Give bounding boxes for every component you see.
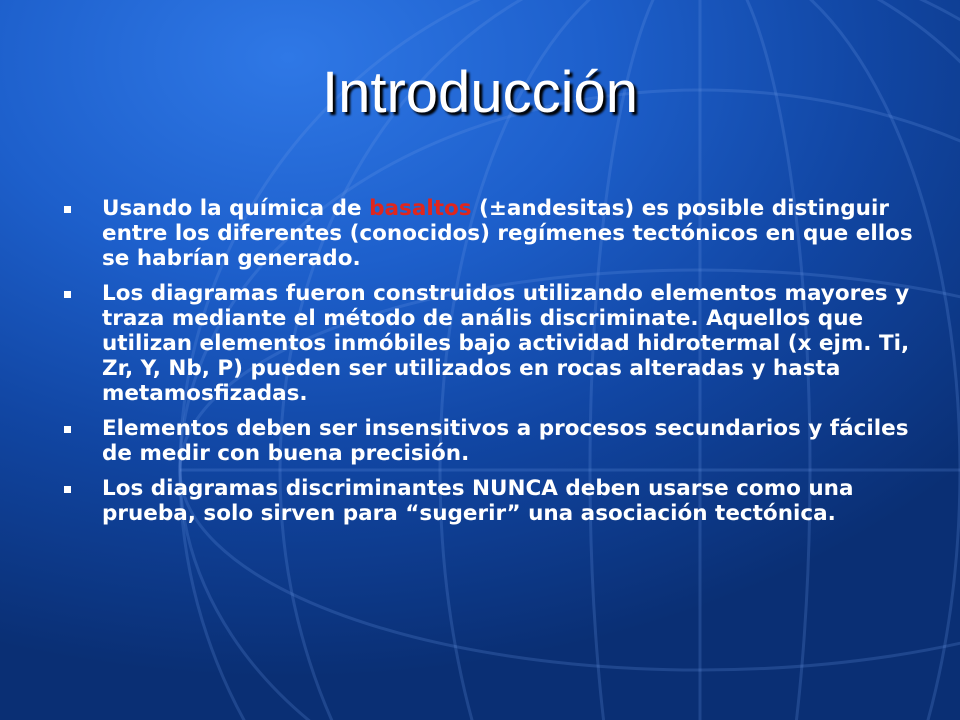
- highlighted-term: basaltos: [369, 196, 472, 221]
- bullet-text: Usando la química de: [102, 196, 370, 221]
- bullet-text: Los diagramas discriminantes NUNCA deben usarse como una prueba, solo sirven para “sugerir” una asociación tectónica.: [102, 476, 854, 526]
- bullet-item: [62, 476, 922, 526]
- bullet-item: [62, 196, 922, 271]
- bullet-list: [62, 196, 922, 536]
- bullet-text: Los diagramas fueron construidos utilizando elementos mayores y traza mediante el método de anális discriminate. Aquellos que utilizan elementos inmóbiles bajo actividad hidrotermal (x ejm. Ti, Zr, Y, Nb, P) pueden ser utilizados en rocas alteradas y hasta metamosfizadas.: [102, 281, 910, 406]
- bullet-item: [62, 416, 922, 466]
- square-bullet-icon: [64, 426, 71, 433]
- bullet-item: [62, 281, 922, 406]
- bullet-text-continued: (±andesitas) es posible distinguir entre los diferentes (conocidos) regímenes tectónicos en que ellos se habrían generado.: [102, 196, 913, 271]
- bullet-text: Elementos deben ser insensitivos a procesos secundarios y fáciles de medir con buena precisión.: [102, 416, 909, 466]
- square-bullet-icon: [64, 486, 71, 493]
- square-bullet-icon: [64, 291, 71, 298]
- slide-title: Introducción: [322, 60, 638, 125]
- square-bullet-icon: [64, 206, 71, 213]
